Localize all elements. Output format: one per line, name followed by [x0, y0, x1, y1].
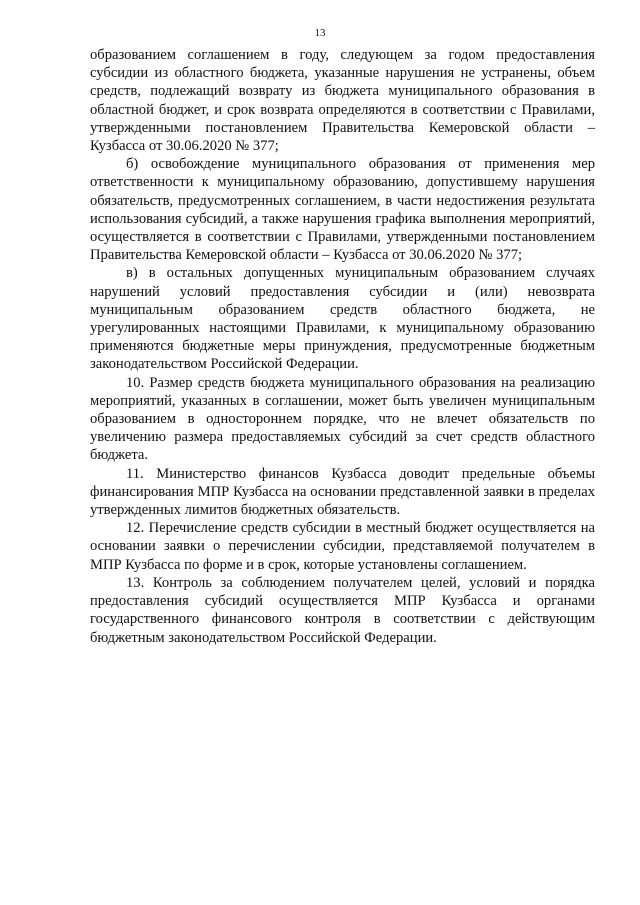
- paragraph-10: 10. Размер средств бюджета муниципального образования на реализацию мероприятий, указанных в соглашении, может быть увеличен муниципальным образованием в одностороннем порядке, что не влечет обязательств по увеличению размера предоставляемых субсидий за счет средств областного бюджета.: [90, 374, 595, 464]
- paragraph-13: 13. Контроль за соблюдением получателем целей, условий и порядка предоставления субсидий осуществляется МПР Кузбасса и органами государственного финансового контроля в соответствии с действующим бюджетным законодательством Российской Федерации.: [90, 574, 595, 646]
- paragraph-v: в) в остальных допущенных муниципальным образованием случаях нарушений условий предоставления субсидии и (или) невозврата муниципальным образованием средств областного бюджета, не урегулированных настоящими Правилами, к муниципальному образованию применяются бюджетные меры принуждения, предусмотренные бюджетным законодательством Российской Федерации.: [90, 265, 595, 373]
- paragraph-12: 12. Перечисление средств субсидии в местный бюджет осуществляется на основании заявки о перечислении субсидии, представляемой получателем в МПР Кузбасса по форме и в срок, которые установлены соглашением.: [90, 520, 595, 573]
- document-body: [90, 46, 595, 647]
- page-number: 13: [314, 27, 326, 39]
- paragraph-b: б) освобождение муниципального образования от применения мер ответственности к муниципальному образованию, допустившему нарушения обязательств, предусмотренных соглашением, в части недостижения результата использования субсидий, а также нарушения графика выполнения мероприятий, осуществляется в соответствии с Правилами, утвержденными постановлением Правительства Кемеровской области – Кузбасса от 30.06.2020 № 377;: [90, 156, 595, 264]
- paragraph-11: 11. Министерство финансов Кузбасса доводит предельные объемы финансирования МПР Кузбасса на основании представленной заявки в пределах утвержденных лимитов бюджетных обязательств.: [90, 465, 595, 519]
- paragraph-continuation: образованием соглашением в году, следующем за годом предоставления субсидии из областного бюджета, указанные нарушения не устранены, объем средств, подлежащий возврату из бюджета муниципального образования в областной бюджет, и срок возврата определяются в соответствии с Правилами, утвержденными постановлением Правительства Кемеровской области – Кузбасса от 30.06.2020 № 377;: [90, 47, 595, 155]
